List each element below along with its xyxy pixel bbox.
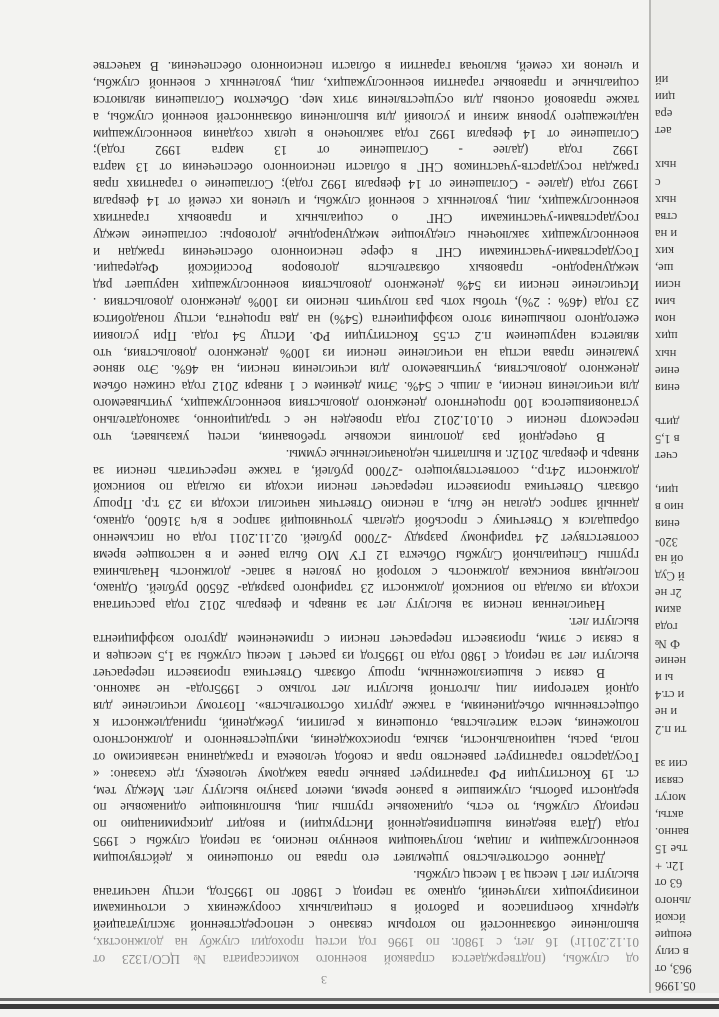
text-line: Данное обстоятельство ущемляет его права по отношению к действующим <box>93 850 605 866</box>
previous-page-fragment: ции <box>655 90 676 105</box>
scan-edge-bars <box>0 993 719 1011</box>
text-line: вредности работы, служившие в разное время, имеют разную выслугу лет. Между тем, <box>93 783 639 799</box>
paragraph <box>93 142 639 445</box>
scan-edge-bar <box>0 1004 719 1009</box>
text-line: 1992 года (далее - Соглашение от 14 февраля 1992 года); Соглашение о гарантиях прав <box>93 177 639 193</box>
text-line: од службы, (подтверждается справкой военного комиссариата №ЦСО/1323 от <box>93 952 639 967</box>
text-line: 01.12.2011г) 16 лет, с 1980г. по 1996 год истец проходил службу на должностях, <box>93 935 639 951</box>
previous-page-fragment: ения <box>655 517 680 532</box>
previous-page-fragment: ения <box>655 380 680 395</box>
paragraph <box>93 866 639 967</box>
previous-page-fragment: с <box>655 175 661 190</box>
text-line: Начисленная пенсия за выслугу лет за январь и февраль 2012 года рассчитана <box>93 598 605 614</box>
previous-page-fragment: 963, от <box>655 961 692 976</box>
text-line: международно- правовых обязательств договоров Российской Федерации. <box>93 261 639 277</box>
previous-page-fragment: нение <box>655 654 687 669</box>
text-line: года (Дата введения вышеприведенной Инструкции) и вводит дискриминацию по <box>93 817 639 833</box>
previous-page-fragment: ий <box>655 73 669 88</box>
text-line: положения, места жительства, отношения к религии, убеждений, принадлежности к <box>93 716 639 732</box>
previous-page-fragment: и на <box>655 226 678 241</box>
text-line: соответствует 24 тарифному разряду -27000 рублей. 02.11.2011 года он письменно <box>93 530 639 546</box>
text-line: надлежащего уровня жизни и условий для выполнения обязанностей военной службы, а <box>93 109 639 125</box>
text-line: 1992 года (далее - Соглашение от 13 марта 1992 года); <box>93 143 639 159</box>
text-line: в связи с этим, произвести перерасчет пенсии с применением другого коэффициента <box>93 631 639 647</box>
text-line: общественным объединениям, а также других обстоятельств». Поэтому исчисление для <box>93 699 639 715</box>
previous-page-fragment: года <box>655 620 678 635</box>
paragraph <box>93 613 639 680</box>
previous-page-fragment: нио в <box>655 500 684 515</box>
text-line: установившегося 100 процентного денежного довольствия военнослужащих, учитываемого <box>93 396 639 412</box>
previous-page-fragment: и ст.4 <box>655 688 685 703</box>
text-line: граждан государств-участников СНГ в области пенсионного обеспечения от 13 марта <box>93 160 639 176</box>
previous-page-fragment: ных <box>655 158 677 173</box>
previous-page-fragment: щих <box>655 329 678 344</box>
previous-page-fragment <box>651 737 719 754</box>
previous-page-fragment: ает <box>655 124 672 139</box>
previous-page-fragment: тье 15 <box>655 842 688 857</box>
text-line: обязать Ответчика произвести перерасчет пенсии исходя из оклада по воинской <box>93 480 639 496</box>
previous-page-fragment: акты, <box>655 808 684 823</box>
previous-page-fragment: Ф № <box>655 637 680 652</box>
previous-page-fragment: ение <box>655 363 680 378</box>
previous-page-fragment: ти п.2 <box>655 722 687 737</box>
previous-page-fragment: ьим <box>655 295 676 310</box>
previous-page-fragment: в 1,5 <box>655 432 680 446</box>
previous-page-fragment: ванно. <box>655 825 690 840</box>
text-line: военнослужащих, лиц, уволенных с военной службы, и членов их семей от 14 февраля <box>93 194 639 210</box>
previous-page-fragment: аким <box>655 602 682 617</box>
document-body <box>93 57 639 967</box>
previous-page-fragment: 63 от <box>655 876 683 891</box>
text-line: январь и февраль 2012г. и выплатить недоначисленные суммы. <box>285 446 639 462</box>
text-line: также правовой основы для осуществления этих мер. Объектом Соглашения являются <box>93 92 639 108</box>
previous-page-fragment: и не <box>655 705 678 720</box>
previous-page-fragment: 05.1996 <box>655 979 696 993</box>
text-line: денежного довольствия, учитываемого для исчисления пенсии, на 46%. Это явное <box>93 362 639 378</box>
text-line: последняя воинская должность с которой он уволен в запас- должность Начальника <box>93 564 639 580</box>
previous-page-fragment <box>651 138 719 155</box>
paragraph <box>93 57 639 141</box>
previous-page-fragment: й Суд <box>655 568 685 583</box>
text-line: исходя из оклада по воинской должности 23 тарифного разряда- 26500 рублей. Однако, <box>93 581 639 597</box>
previous-page-fragment: ных <box>655 192 677 207</box>
previous-page-fragment: ше, <box>655 261 674 276</box>
text-line: 23 года (46% : 2%), чтобы хоть раз получить пенсию из 100% денежного довольствия . <box>93 295 639 311</box>
text-line: группы Специальной Службы Объекта 12 ГУ МО была ранее и в настоящее время <box>93 547 639 563</box>
previous-page-fragment: сии за <box>655 756 688 771</box>
previous-page-fragment: еющие <box>655 927 692 942</box>
previous-page-fragment: ном <box>655 312 676 327</box>
previous-page-fragment <box>651 463 719 480</box>
scan-edge-bar <box>0 998 719 1001</box>
text-line: Исчисление пенсии из 54% денежного довольствия военнослужащих нарушает ряд <box>93 278 639 294</box>
text-line: военнослужащих заключены следующие международные договоры: соглашение между <box>93 227 639 243</box>
previous-page-fragment: ой на <box>655 551 684 566</box>
previous-page-fragment: ных <box>655 346 677 361</box>
text-line: В очередной раз дополнив исковые требования, истец указывает, что <box>93 429 605 445</box>
previous-page-fragment: ких <box>655 243 675 258</box>
previous-page-fragment: дить <box>655 414 680 429</box>
text-line: пересмотр пенсии с 01.01.2012 года проведен не с традиционно, законодательно <box>93 413 639 428</box>
text-line: социальные и правовые гарантии военнослужащих, лиц, уволенных с военной службы, <box>93 76 639 92</box>
previous-page-fragment: счет <box>655 449 678 464</box>
previous-page-fragment <box>651 395 719 412</box>
text-line: военнослужащим и лицам, получающим военную пенсию, за период службы с 1995 <box>93 834 639 850</box>
previous-page-strip <box>649 0 719 993</box>
paragraph <box>93 681 639 866</box>
text-line: выслуги лет за период с 1980 года по 1995год из расчет 1 месяц службы за 1,5 месяцев и <box>93 648 639 664</box>
text-line: В связи с вышеизложенным, прошу обязать Ответчика произвести перерасчет <box>93 665 605 681</box>
text-line: выполнение обязанностей по которым связано с непосредственной эксплуатацией <box>93 918 639 934</box>
text-line: является нарушением п.2 ст.55 Конституции РФ. Истцу 54 года. При условии <box>93 328 639 344</box>
previous-page-fragment: йской <box>655 910 686 925</box>
text-line: государствами-участниками СНГ о социальных и правовых гарантиях <box>93 210 639 226</box>
text-line: выслуги лет. <box>568 615 639 631</box>
page-number: 3 <box>321 973 327 987</box>
previous-page-fragment: льного <box>655 893 691 908</box>
previous-page-fragment: могут <box>655 790 686 805</box>
previous-page-fragment: 320- <box>655 534 678 549</box>
paragraph <box>93 445 639 613</box>
previous-page-fragment: связи <box>655 773 684 788</box>
text-line: пола, расы, национальности, языка, происхождения, имущественного и должностного <box>93 733 639 749</box>
text-line: должности 24т.р., соответствующего -27000 рублей, а также пересчитать пенсии за <box>93 463 639 479</box>
text-line: одной категории лиц льготной выслуги лет только с 1995года- не законно. <box>93 682 639 698</box>
text-line: периоду службы, то есть, одинаковые группы лиц, выполняющие одинаковые по <box>93 800 639 816</box>
previous-page-fragment: нсии <box>655 278 681 293</box>
text-line: обращался к Ответчику с просьбой сделать уточняющий запрос в в/ч 31600, однако, <box>93 514 639 530</box>
previous-page-fragment: 12г. + <box>655 859 685 874</box>
text-line: ежегодного повышения этого коэффициента (54%) на два процента, истцу понадобится <box>93 311 639 327</box>
text-line: для исчисления пенсии, а лишь с 54%. Этим деянием с 1 января 2012 года снижен объем <box>93 379 639 395</box>
previous-page-fragment: ства <box>655 209 678 224</box>
text-line: данный запрос сделан не был, а пенсию Ответчик начислил исходя из 23 т.р. Прошу <box>93 497 639 513</box>
text-line: Государствами-участниками СНГ в сфере пенсионного обеспечения граждан и <box>93 244 639 260</box>
text-line: ионизирующих излучений, однако за период с 1980г по 1995год, истцу насчитана <box>93 884 639 900</box>
previous-page-fragment: ера <box>655 107 673 122</box>
text-line: выслуги лет 1 месяц за 1 месяц службы. <box>413 867 639 883</box>
previous-page-fragment: ы и <box>655 671 674 686</box>
text-line: умаление права истца на исчисление пенсии из 100% денежного довольствия, что <box>93 345 639 361</box>
text-line: ст. 19 Конституции РФ гарантирует равные права каждому человеку, где сказано: « <box>93 766 639 782</box>
text-line: Соглашение от 14 февраля 1992 года заключено в целях создания военнослужащим <box>93 126 639 142</box>
previous-page-fragment: ции, <box>655 483 679 498</box>
text-line: и членов их семей, включая гарантии в области пенсионного обеспечения. В качестве <box>93 59 639 75</box>
previous-page-fragment: в силу <box>655 944 689 959</box>
text-line: ядерных боеприпасов и работой в специальных сооружениях с источниками <box>93 901 639 917</box>
previous-page-fragment: 2г не <box>655 585 682 600</box>
text-line: Государство гарантирует равенство прав и свобод человека и гражданина независимо от <box>93 749 639 765</box>
